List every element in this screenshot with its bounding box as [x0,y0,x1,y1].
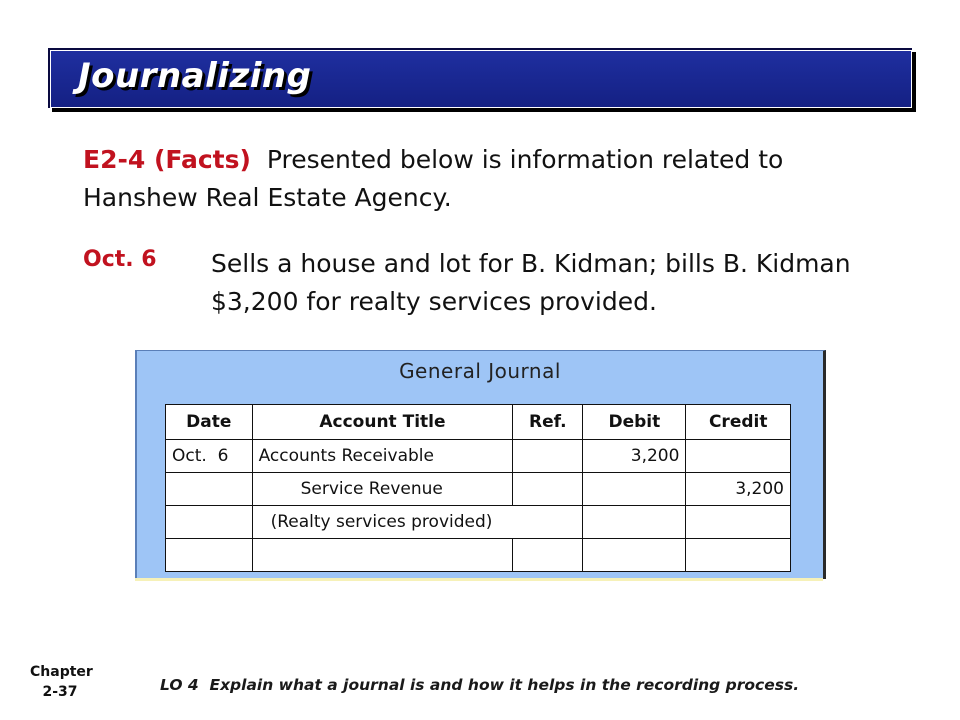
cell-debit [583,539,686,572]
facts-label: E2-4 (Facts) [83,145,251,174]
page-number: 2-37 [42,684,78,700]
table-row [166,440,791,473]
cell-date [166,473,253,506]
cell-account: (Realty services provided) [252,506,583,539]
cell-debit [583,506,686,539]
cell-account: Accounts Receivable [252,440,513,473]
cell-ref [513,473,583,506]
journal-table [165,404,791,572]
chapter-word: Chapter [30,664,93,680]
journal-header-row [166,405,791,440]
cell-ref [513,440,583,473]
cell-date: Oct. 6 [166,440,253,473]
table-row [166,539,791,572]
title-banner [48,48,912,108]
header-debit: Debit [583,405,686,440]
cell-credit [686,539,791,572]
cell-account: Service Revenue [252,473,513,506]
cell-account [252,539,513,572]
journal-title: General Journal [399,359,561,383]
cell-date [166,506,253,539]
cell-credit [686,440,791,473]
facts-paragraph [83,141,903,217]
cell-credit: 3,200 [686,473,791,506]
cell-ref [513,539,583,572]
cell-debit: 3,200 [583,440,686,473]
cell-date [166,539,253,572]
header-credit: Credit [686,405,791,440]
chapter-label [30,662,93,702]
event-date: Oct. 6 [83,247,157,272]
learning-objective: LO 4 Explain what a journal is and how it helps in the recording process. [160,676,800,694]
cell-debit [583,473,686,506]
header-account-title: Account Title [252,405,513,440]
general-journal-panel [135,350,826,579]
facts-text: Presented below is information related to Hanshew Real Estate Agency. [83,145,784,212]
header-date: Date [166,405,253,440]
table-row [166,473,791,506]
table-row [166,506,791,539]
slide-title: Journalizing [78,56,312,96]
journal-bottom-edge [135,578,823,581]
cell-credit [686,506,791,539]
event-description: Sells a house and lot for B. Kidman; bills B. Kidman $3,200 for realty services provided. [211,249,851,316]
header-ref: Ref. [513,405,583,440]
